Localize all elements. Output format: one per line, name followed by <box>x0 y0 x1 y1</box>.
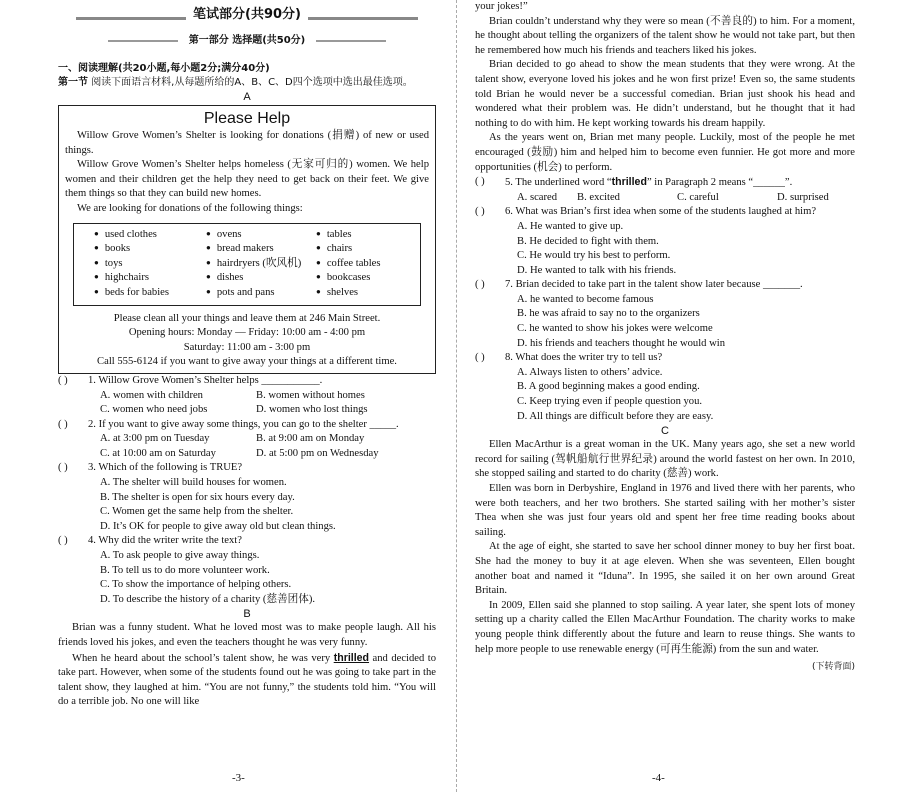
option: C. careful <box>677 191 719 203</box>
question-stem: 6. What was Brian’s first idea when some of the students laughed at him? <box>505 206 817 218</box>
answer-blank[interactable]: ( ) <box>475 279 485 291</box>
continue-note: (下转背面) <box>811 662 855 673</box>
donation-items <box>73 223 421 306</box>
option: B. women without homes <box>256 389 365 401</box>
passage-c-para: Ellen MacArthur is a great woman in the UK. Many years ago, she set a new world record for sailing (驾帆船航行世界纪录) around the world fastest on her own. In 2010, she stopped sailing and started to do charity (慈善) work. <box>475 439 855 480</box>
passage-a-letter: A <box>243 91 251 103</box>
section-title-text: 笔试部分(共90分) <box>193 7 301 22</box>
donation-item: ● chairs <box>316 242 426 257</box>
option: A. He wanted to give up. <box>517 220 624 232</box>
question <box>475 351 855 424</box>
part-bar-right <box>316 40 386 42</box>
passage-b-para: Brian was a funny student. What he loved most was to make people laugh. All his friends loved his jokes, and even the teachers thought he was very funny. <box>58 622 436 648</box>
donation-item: ● bread makers <box>206 242 316 257</box>
notice-info: Please clean all your things and leave them at 246 Main Street. <box>113 312 381 324</box>
answer-blank[interactable]: ( ) <box>58 374 68 386</box>
option: B. A good beginning makes a good ending. <box>517 381 700 393</box>
option: B. He decided to fight with them. <box>517 235 659 247</box>
donation-item: ● toys <box>94 257 206 272</box>
option: D. All things are difficult before they are easy. <box>517 410 714 422</box>
notice-info: Saturday: 11:00 am - 3:00 pm <box>183 341 311 353</box>
option: D. surprised <box>777 191 829 203</box>
notice-para: Willow Grove Women’s Shelter is looking for donations (捐赠) of new or used things. <box>65 130 429 156</box>
answer-blank[interactable]: ( ) <box>58 535 68 547</box>
option: B. excited <box>577 191 620 203</box>
passage-c-para: At the age of eight, she started to save her school dinner money to buy her first boat. She had the money to buy it at age eleven. When she was seventeen, Ellen bought another boat and named it “Iduna”. In 1995, she sailed it on her own around Great Britain. <box>475 541 855 597</box>
notice-box <box>58 105 436 374</box>
question <box>58 374 436 418</box>
answer-blank[interactable]: ( ) <box>58 462 68 474</box>
donation-item: ● dishes <box>206 271 316 286</box>
notice-para: Willow Grove Women’s Shelter helps homeless (无家可归的) women. We help women and their children get the help they need to get back on their feet. We give them things so that they can build new homes. <box>65 159 429 200</box>
passage-b-para: Brian decided to go ahead to show the mean students that they were wrong. At the talent show, everyone loved his jokes and he won first prize! Even so, the same students told Brian he would never be a successful comedian. Brian just shook his head and wondered what their problem was. He didn’t understand, but he thought that it had nothing to do with him. He kept working towards his dream happily. <box>475 59 855 129</box>
donation-item: ● highchairs <box>94 271 206 286</box>
question-stem: 4. Why did the writer write the text? <box>88 535 242 547</box>
donation-item: ● shelves <box>316 286 426 301</box>
reading-heading <box>58 62 436 76</box>
option: A. The shelter will build houses for women. <box>100 477 287 489</box>
reading-heading-text: 一、阅读理解(共20小题,每小题2分;满分40分) <box>58 63 270 74</box>
option: A. Always listen to others’ advice. <box>517 366 663 378</box>
question <box>58 461 436 534</box>
option: D. To describe the history of a charity (慈善团体). <box>100 593 316 605</box>
quoted-word: thrilled <box>611 176 647 189</box>
question <box>475 278 855 351</box>
option: D. his friends and teachers thought he would win <box>517 337 726 349</box>
page-number-right: -4- <box>652 772 665 784</box>
para-text: When he heard about the school’s talent show, he was very <box>72 652 334 664</box>
option: D. It’s OK for people to give away old but clean things. <box>100 520 336 532</box>
question-stem: 8. What does the writer try to tell us? <box>505 352 663 364</box>
answer-blank[interactable]: ( ) <box>58 418 68 430</box>
donation-item: ● tables <box>316 228 426 243</box>
option: C. at 10:00 am on Saturday <box>100 447 216 459</box>
question <box>58 534 436 607</box>
instructions-text: 阅读下面语言材料,从每题所给的A、B、C、D四个选项中选出最佳选项。 <box>91 77 413 88</box>
column-divider <box>456 0 457 792</box>
title-bar-left <box>76 17 186 20</box>
option: A. scared <box>517 191 558 203</box>
instructions <box>58 76 436 90</box>
page-number-left: -3- <box>232 772 245 784</box>
option: B. The shelter is open for six hours every day. <box>100 491 295 503</box>
answer-blank[interactable]: ( ) <box>475 352 485 364</box>
option: C. women who need jobs <box>100 404 208 416</box>
option: C. he wanted to show his jokes were welcome <box>517 323 713 335</box>
notice-para: We are looking for donations of the following things: <box>77 202 303 214</box>
part-title-text: 第一部分 选择题(共50分) <box>188 35 306 46</box>
option: B. To tell us to do more volunteer work. <box>100 564 270 576</box>
donation-item: ● used clothes <box>94 228 206 243</box>
question <box>475 205 855 278</box>
passage-c-para: In 2009, Ellen said she planned to stop sailing. A year later, she spent lots of money setting up a charity called the Ellen MacArthur Foundation. The charity works to make young people think differently about the future and learn to reuse things. She wants to help more people to use renewable energy (可再生能源) from the sun and water. <box>475 599 855 655</box>
passage-c-para: Ellen was born in Derbyshire, England in 1976 and lived there with her parents, who were both teachers, and her two brothers. She started sailing with her mother’s sister Thea when she was just four years old and spent her free time reading books about sailing. <box>475 483 855 538</box>
option: C. He would try his best to perform. <box>517 250 671 262</box>
question <box>475 175 855 205</box>
passage-c-letter: C <box>661 425 669 438</box>
donation-item: ● hairdryers (吹风机) <box>206 257 316 272</box>
option: A. women with children <box>100 389 203 401</box>
option: C. To show the importance of helping others. <box>100 579 292 591</box>
underlined-word: thrilled <box>333 651 370 664</box>
question-stem: 5. The underlined word “ <box>505 177 612 189</box>
section-label: 第一节 <box>58 77 88 88</box>
passage-b-para: Brian couldn’t understand why they were so mean (不善良的) to him. For a moment, he thought about telling the organizers of the talent show he would not take part, but then he remembered how much his friends and teachers liked his jokes. <box>475 15 855 56</box>
option: D. women who lost things <box>256 404 368 416</box>
para-text: and decided to take part. However, when some of the students found out he was going to take part in the talent show, they laughed at him. “You are not funny,” the students told him. “You will do a terrible job. No one will like <box>58 652 437 708</box>
title-bar-right <box>308 17 418 20</box>
option: D. He wanted to talk with his friends. <box>517 264 677 276</box>
option: B. at 9:00 am on Monday <box>256 433 365 445</box>
passage-b-para <box>58 651 436 710</box>
donation-item: ● beds for babies <box>94 286 206 301</box>
part-title <box>58 34 436 48</box>
notice-info: Opening hours: Monday — Friday: 10:00 am - 4:00 pm <box>128 327 366 339</box>
donation-item: ● coffee tables <box>316 257 426 272</box>
passage-b-para: As the years went on, Brian met many people. Luckily, most of the people he met encouraged (鼓励) him and helped him to become even funnier. He got more and more opportunities (机会) to perform. <box>475 132 855 173</box>
donation-item: ● ovens <box>206 228 316 243</box>
option: C. Women get the same help from the shelter. <box>100 506 294 518</box>
option: C. Keep trying even if people question you. <box>517 396 703 408</box>
question-stem: 1. Willow Grove Women’s Shelter helps ___________. <box>88 374 323 386</box>
question-stem: 2. If you want to give away some things, you can go to the shelter _____. <box>88 418 399 430</box>
left-column <box>58 0 436 710</box>
passage-b-letter: B <box>243 608 251 621</box>
option: A. at 3:00 pm on Tuesday <box>100 433 210 445</box>
section-title <box>58 8 436 26</box>
option: A. To ask people to give away things. <box>100 550 260 562</box>
right-column <box>475 0 855 675</box>
question-stem: 3. Which of the following is TRUE? <box>88 462 243 474</box>
donation-item: ● pots and pans <box>206 286 316 301</box>
answer-blank[interactable]: ( ) <box>475 206 485 218</box>
passage-b-para: your jokes!” <box>475 1 528 12</box>
part-bar-left <box>108 40 178 42</box>
donation-item: ● books <box>94 242 206 257</box>
option: D. at 5:00 pm on Wednesday <box>256 447 379 459</box>
notice-info: Call 555-6124 if you want to give away your things at a different time. <box>97 356 397 368</box>
option: B. he was afraid to say no to the organizers <box>517 308 700 320</box>
option: A. he wanted to become famous <box>517 293 654 305</box>
question <box>58 418 436 462</box>
notice-title: Please Help <box>203 110 291 127</box>
question-stem: ” in Paragraph 2 means “______”. <box>646 177 793 189</box>
question-stem: 7. Brian decided to take part in the talent show later because _______. <box>505 279 803 291</box>
donation-item: ● bookcases <box>316 271 426 286</box>
answer-blank[interactable]: ( ) <box>475 176 485 188</box>
